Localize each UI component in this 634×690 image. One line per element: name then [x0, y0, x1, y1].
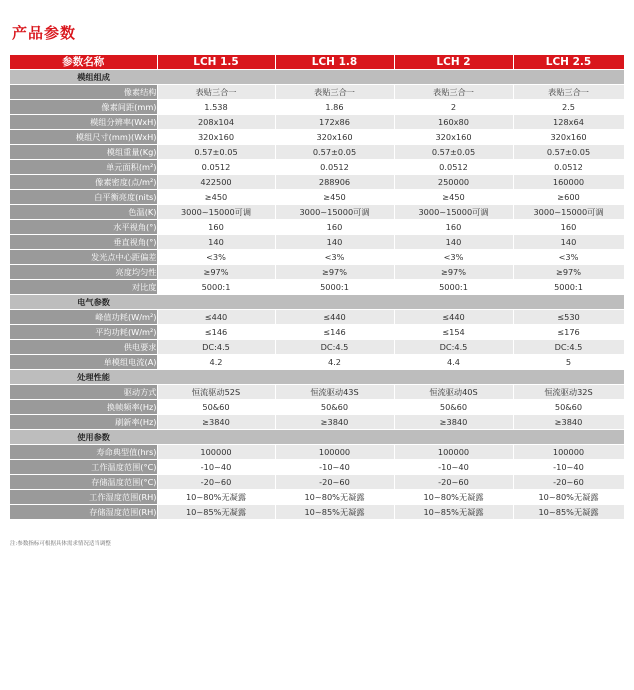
table-row: [10, 310, 624, 325]
row-label: 亮度均匀性: [10, 265, 157, 280]
table-cell: 恒流驱动40S: [394, 385, 513, 400]
spec-table: [10, 55, 625, 520]
table-row: [10, 160, 624, 175]
row-label: 白平衡亮度(nits): [10, 190, 157, 205]
table-cell: ≥3840: [275, 415, 394, 430]
table-row: [10, 205, 624, 220]
table-cell: 0.0512: [394, 160, 513, 175]
table-header-row: [10, 55, 624, 70]
row-label: 驱动方式: [10, 385, 157, 400]
table-cell: 0.0512: [513, 160, 624, 175]
table-cell: 恒流驱动43S: [275, 385, 394, 400]
table-cell: ≥97%: [275, 265, 394, 280]
table-cell: ≤440: [275, 310, 394, 325]
section-title-cell: [10, 370, 624, 385]
row-label: 工作湿度范围(RH): [10, 490, 157, 505]
table-cell: 0.57±0.05: [275, 145, 394, 160]
table-row: [10, 445, 624, 460]
table-cell: 表贴三合一: [157, 85, 275, 100]
table-cell: 160: [513, 220, 624, 235]
section-header-row: [10, 370, 624, 385]
table-cell: ≤154: [394, 325, 513, 340]
table-cell: 0.57±0.05: [157, 145, 275, 160]
row-label: 垂直视角(°): [10, 235, 157, 250]
table-body: [10, 70, 624, 520]
table-cell: <3%: [513, 250, 624, 265]
row-label: 模组分辨率(WxH): [10, 115, 157, 130]
table-cell: 140: [275, 235, 394, 250]
table-cell: 表贴三合一: [275, 85, 394, 100]
row-label: 像素间距(mm): [10, 100, 157, 115]
table-cell: ≥97%: [157, 265, 275, 280]
table-cell: 2: [394, 100, 513, 115]
table-cell: 100000: [513, 445, 624, 460]
section-header-row: [10, 295, 624, 310]
table-cell: 320x160: [275, 130, 394, 145]
table-cell: 288906: [275, 175, 394, 190]
table-cell: -20~60: [394, 475, 513, 490]
table-cell: 50&60: [275, 400, 394, 415]
table-cell: 160x80: [394, 115, 513, 130]
table-cell: <3%: [157, 250, 275, 265]
table-cell: ≥97%: [513, 265, 624, 280]
table-cell: 3000~15000可调: [275, 205, 394, 220]
section-title: 处理性能: [77, 372, 110, 382]
table-cell: 50&60: [157, 400, 275, 415]
table-cell: ≤440: [157, 310, 275, 325]
table-row: [10, 100, 624, 115]
table-cell: 表贴三合一: [394, 85, 513, 100]
table-cell: 160: [275, 220, 394, 235]
table-cell: 2.5: [513, 100, 624, 115]
table-row: [10, 130, 624, 145]
table-cell: 160: [157, 220, 275, 235]
table-row: [10, 85, 624, 100]
header-cell-model: LCH 2.5: [513, 55, 624, 70]
table-cell: -10~40: [394, 460, 513, 475]
table-row: [10, 505, 624, 520]
table-row: [10, 115, 624, 130]
table-cell: 1.86: [275, 100, 394, 115]
row-label: 平均功耗(W/m²): [10, 325, 157, 340]
table-cell: 0.57±0.05: [394, 145, 513, 160]
row-label: 寿命典型值(hrs): [10, 445, 157, 460]
table-row: [10, 460, 624, 475]
row-label: 峰值功耗(W/m²): [10, 310, 157, 325]
row-label: 存储温度范围(°C): [10, 475, 157, 490]
table-cell: 0.0512: [275, 160, 394, 175]
table-cell: 140: [513, 235, 624, 250]
row-label: 像素结构: [10, 85, 157, 100]
table-cell: 250000: [394, 175, 513, 190]
table-cell: 10~80%无凝露: [275, 490, 394, 505]
table-cell: ≥97%: [394, 265, 513, 280]
table-cell: -20~60: [275, 475, 394, 490]
section-title-cell: [10, 430, 624, 445]
table-cell: 5000:1: [513, 280, 624, 295]
table-row: [10, 220, 624, 235]
table-cell: ≥450: [394, 190, 513, 205]
table-cell: 128x64: [513, 115, 624, 130]
table-cell: 1.538: [157, 100, 275, 115]
table-cell: 160: [394, 220, 513, 235]
table-cell: DC:4.5: [275, 340, 394, 355]
section-title: 使用参数: [77, 432, 110, 442]
table-cell: <3%: [275, 250, 394, 265]
table-row: [10, 490, 624, 505]
table-cell: 320x160: [394, 130, 513, 145]
table-cell: 50&60: [513, 400, 624, 415]
table-row: [10, 175, 624, 190]
table-cell: 10~85%无凝露: [394, 505, 513, 520]
table-cell: ≤176: [513, 325, 624, 340]
table-cell: 3000~15000可调: [513, 205, 624, 220]
row-label: 刷新率(Hz): [10, 415, 157, 430]
section-title-cell: [10, 70, 624, 85]
row-label: 单模组电流(A): [10, 355, 157, 370]
section-header-row: [10, 70, 624, 85]
header-cell-model: LCH 1.5: [157, 55, 275, 70]
table-cell: 10~80%无凝露: [157, 490, 275, 505]
table-cell: -20~60: [513, 475, 624, 490]
table-cell: 10~80%无凝露: [394, 490, 513, 505]
table-cell: 恒流驱动52S: [157, 385, 275, 400]
table-cell: 4.2: [157, 355, 275, 370]
table-row: [10, 265, 624, 280]
table-cell: 100000: [157, 445, 275, 460]
row-label: 色温(K): [10, 205, 157, 220]
table-row: [10, 340, 624, 355]
row-label: 对比度: [10, 280, 157, 295]
table-cell: 5000:1: [394, 280, 513, 295]
page-title: 产品参数: [12, 24, 77, 42]
table-cell: -20~60: [157, 475, 275, 490]
table-cell: 4.4: [394, 355, 513, 370]
row-label: 工作温度范围(°C): [10, 460, 157, 475]
header-cell-model: LCH 1.8: [275, 55, 394, 70]
table-cell: ≤146: [157, 325, 275, 340]
table-cell: 100000: [394, 445, 513, 460]
section-title: 电气参数: [77, 297, 110, 307]
table-cell: 50&60: [394, 400, 513, 415]
table-cell: ≥3840: [157, 415, 275, 430]
section-title: 模组组成: [77, 72, 110, 82]
table-cell: 5000:1: [157, 280, 275, 295]
section-header-row: [10, 430, 624, 445]
row-label: 模组重量(Kg): [10, 145, 157, 160]
row-label: 水平视角(°): [10, 220, 157, 235]
table-cell: 10~80%无凝露: [513, 490, 624, 505]
table-cell: 140: [157, 235, 275, 250]
section-title-cell: [10, 295, 624, 310]
table-row: [10, 325, 624, 340]
table-cell: -10~40: [157, 460, 275, 475]
table-row: [10, 250, 624, 265]
table-cell: 160000: [513, 175, 624, 190]
table-cell: 10~85%无凝露: [275, 505, 394, 520]
table-row: [10, 355, 624, 370]
table-cell: 10~85%无凝露: [157, 505, 275, 520]
table-row: [10, 280, 624, 295]
table-row: [10, 145, 624, 160]
table-cell: 恒流驱动32S: [513, 385, 624, 400]
table-row: [10, 400, 624, 415]
table-cell: DC:4.5: [394, 340, 513, 355]
table-row: [10, 235, 624, 250]
row-label: 存储湿度范围(RH): [10, 505, 157, 520]
table-cell: ≥450: [157, 190, 275, 205]
table-cell: ≤146: [275, 325, 394, 340]
table-cell: 422500: [157, 175, 275, 190]
table-row: [10, 385, 624, 400]
table-cell: ≥3840: [394, 415, 513, 430]
table-cell: 5000:1: [275, 280, 394, 295]
table-cell: 320x160: [157, 130, 275, 145]
table-cell: 172x86: [275, 115, 394, 130]
row-label: 模组尺寸(mm)(WxH): [10, 130, 157, 145]
table-cell: 0.57±0.05: [513, 145, 624, 160]
row-label: 单元面积(m²): [10, 160, 157, 175]
table-cell: 208x104: [157, 115, 275, 130]
table-cell: 140: [394, 235, 513, 250]
table-cell: ≤530: [513, 310, 624, 325]
table-cell: 表贴三合一: [513, 85, 624, 100]
table-row: [10, 190, 624, 205]
table-cell: ≤440: [394, 310, 513, 325]
row-label: 发光点中心距偏差: [10, 250, 157, 265]
table-cell: ≥600: [513, 190, 624, 205]
row-label: 换帧频率(Hz): [10, 400, 157, 415]
table-row: [10, 475, 624, 490]
table-cell: DC:4.5: [157, 340, 275, 355]
table-cell: 3000~15000可调: [157, 205, 275, 220]
table-cell: 5: [513, 355, 624, 370]
table-cell: 0.0512: [157, 160, 275, 175]
table-cell: 4.2: [275, 355, 394, 370]
table-cell: ≥450: [275, 190, 394, 205]
table-cell: DC:4.5: [513, 340, 624, 355]
table-cell: 320x160: [513, 130, 624, 145]
header-cell-model: LCH 2: [394, 55, 513, 70]
table-cell: -10~40: [275, 460, 394, 475]
table-row: [10, 415, 624, 430]
row-label: 供电要求: [10, 340, 157, 355]
table-cell: 3000~15000可调: [394, 205, 513, 220]
row-label: 像素密度(点/m²): [10, 175, 157, 190]
footnote: 注:参数指标可根据具体需求情况适当调整: [10, 541, 111, 547]
table-cell: <3%: [394, 250, 513, 265]
header-cell-param: 参数名称: [10, 55, 157, 70]
table-cell: 10~85%无凝露: [513, 505, 624, 520]
table-cell: -10~40: [513, 460, 624, 475]
table-cell: 100000: [275, 445, 394, 460]
table-cell: ≥3840: [513, 415, 624, 430]
